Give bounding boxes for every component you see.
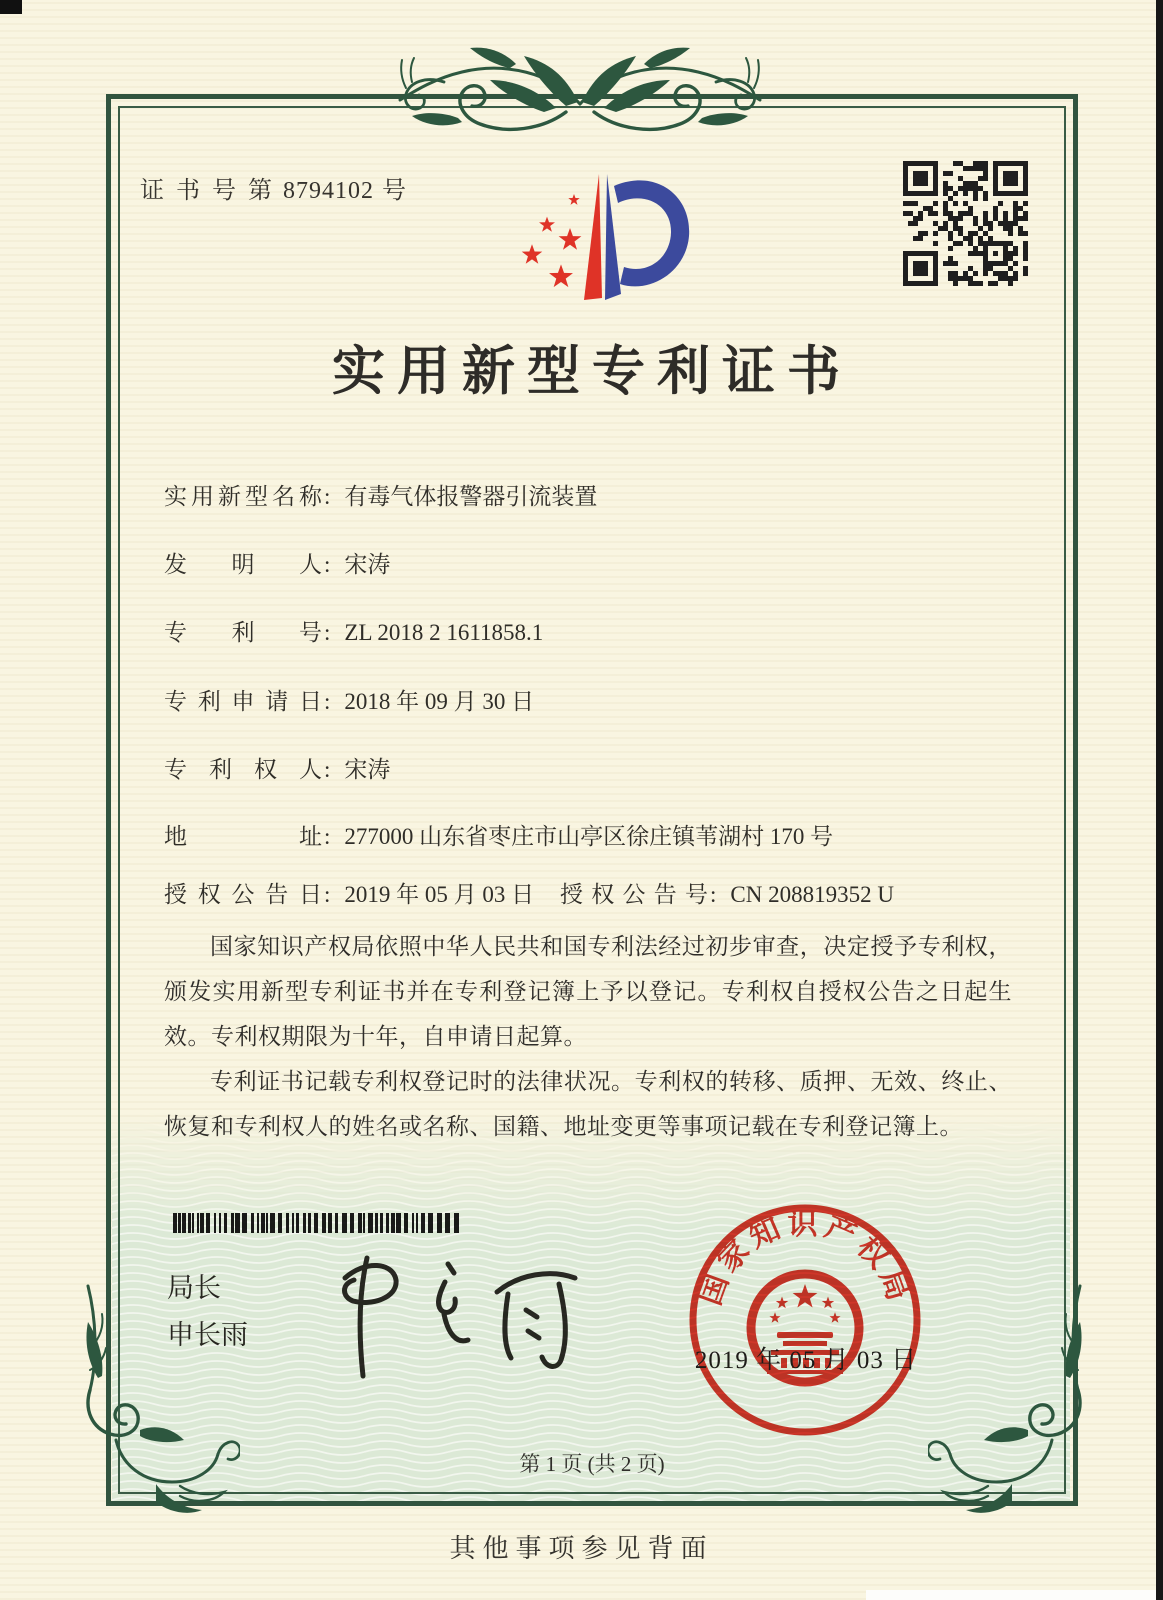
field-label: 授权公告日: [164, 882, 322, 907]
field-row-inventor: [164, 546, 1064, 579]
field-row-name: [164, 478, 1064, 511]
seal-date: 2019 年 05 月 03 日: [694, 1347, 918, 1374]
field-row-address: [164, 818, 1064, 851]
field-label: 授权公告号: [560, 882, 708, 907]
certificate-number-value: 8794102: [283, 178, 374, 204]
signature-handwriting: [305, 1242, 605, 1397]
field-label: 发明人: [164, 552, 322, 577]
field-value: 有毒气体报警器引流装置: [344, 484, 598, 509]
colon: :: [324, 882, 331, 907]
field-value: CN 208819352 U: [730, 882, 894, 907]
colon: :: [710, 882, 717, 907]
scan-artifact-right-edge: [1156, 0, 1163, 1600]
field-row-patent-no: [164, 614, 1064, 647]
scan-artifact-top-left: [0, 0, 22, 14]
cnipa-logo-icon: [490, 148, 710, 310]
field-value: 2019 年 05 月 03 日: [344, 882, 535, 907]
legal-paragraph-1: 国家知识产权局依照中华人民共和国专利法经过初步审查，决定授予专利权，颁发实用新型专利证书并在专利登记簿上予以登记。专利权自授权公告之日起生效。专利权期限为十年，自申请日起算。: [164, 934, 1012, 1049]
field-value: 2018 年 09 月 30 日: [344, 689, 535, 714]
back-side-note: 其他事项参见背面: [449, 1534, 714, 1563]
certificate-number: [140, 170, 409, 205]
seal-text: 国家知识产权局: [693, 1207, 917, 1310]
field-row-grant: [164, 876, 1064, 909]
field-label: 专利权人: [164, 757, 322, 782]
colon: :: [324, 484, 331, 509]
field-label: 实用新型名称: [164, 484, 322, 509]
certificate-number-label: 证 书 号 第: [140, 178, 275, 204]
barcode: [173, 1213, 459, 1233]
page-number: 第 1 页 (共 2 页): [519, 1452, 665, 1476]
signer-name: 申长雨: [167, 1320, 248, 1350]
field-value: 宋涛: [344, 552, 391, 577]
scan-artifact-bottom-edge: [866, 1590, 1156, 1600]
flourish-bottom-right: [928, 1282, 1096, 1528]
field-label: 专利号: [164, 620, 322, 645]
field-label: 地址: [164, 824, 322, 849]
qr-code: [903, 161, 1028, 286]
colon: :: [324, 757, 331, 782]
field-value: 宋涛: [344, 757, 391, 782]
colon: :: [324, 689, 331, 714]
legal-paragraph-2: 专利证书记载专利权登记时的法律状况。专利权的转移、质押、无效、终止、恢复和专利权人的姓名或名称、国籍、地址变更等事项记载在专利登记簿上。: [164, 1069, 1012, 1139]
flourish-top-center: [398, 38, 762, 162]
field-value: ZL 2018 2 1611858.1: [344, 620, 544, 645]
field-label: 专利申请日: [164, 689, 322, 714]
colon: :: [324, 620, 331, 645]
field-value: 277000 山东省枣庄市山亭区徐庄镇苇湖村 170 号: [344, 824, 834, 849]
certificate-title: 实用新型专利证书: [332, 343, 852, 401]
colon: :: [324, 824, 331, 849]
official-seal: [685, 1200, 925, 1440]
field-row-patentee: [164, 751, 1064, 784]
certificate-number-suffix: 号: [382, 178, 409, 204]
grant-number-group: [560, 876, 894, 909]
signer-title: 局长: [167, 1273, 221, 1303]
legal-text: [164, 924, 1012, 1149]
colon: :: [324, 552, 331, 577]
field-row-filing-date: [164, 683, 1064, 716]
